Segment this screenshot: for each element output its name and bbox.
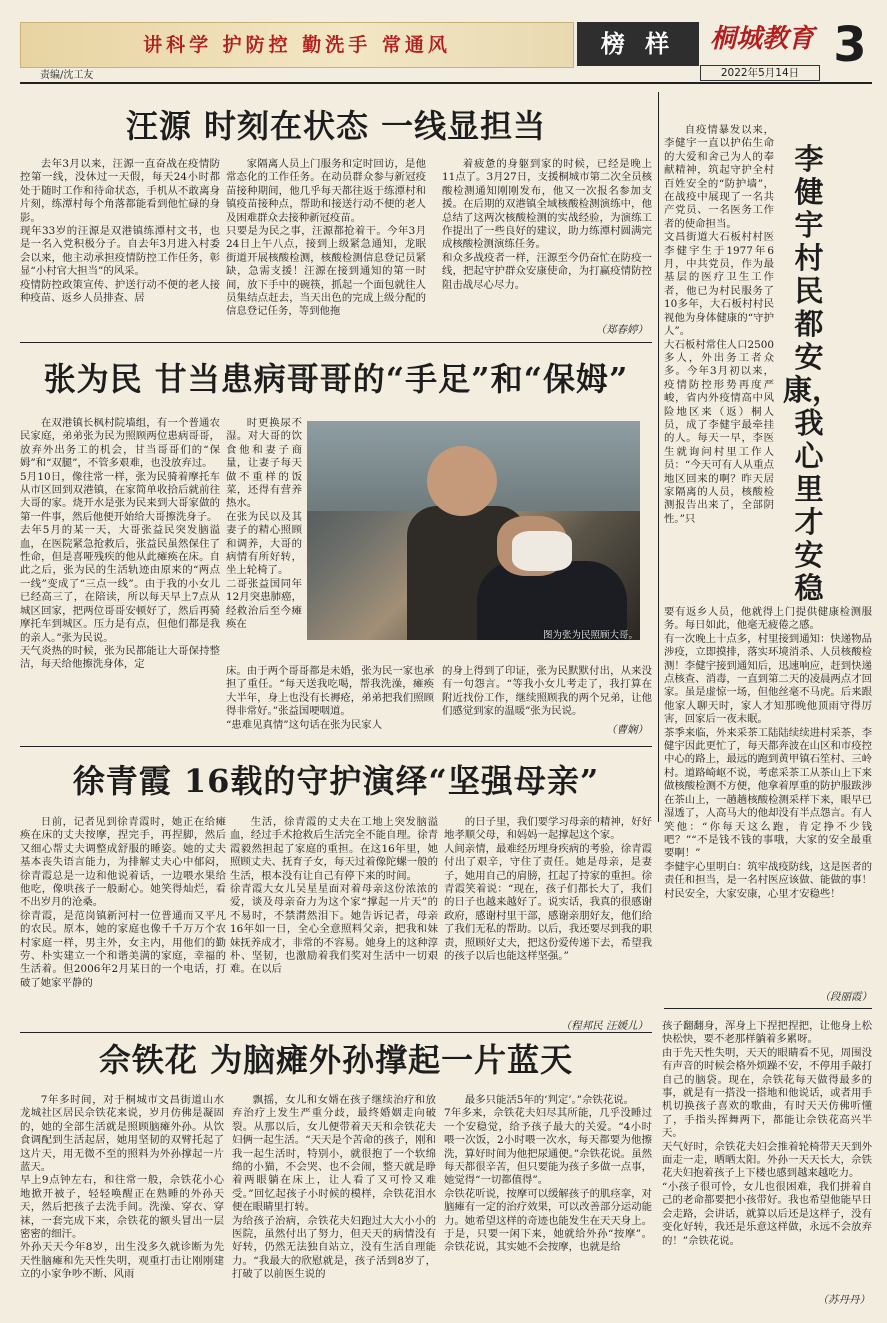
article-wang-yuan-col2: 家隔离人员上门服务和定时回访，是他常态化的工作任务。在动员群众参与新冠疫苗接种期间，他几乎每天都往返于练潭村和镇疫苗接种点，帮助和接送行动不便的老人及困难群众去接种新冠疫苗。 只要是为民之事，汪源都抢着干。今年3月24日上午八点，接到上级紧急通知，龙眠街道开展核酸检测，核酸检测信息登记员紧缺，急需支援！汪源在接到通知的第一时间，放下手中的碗筷，抓起一个面包就往人员集结点赶去，当天出色的完成上级分配的信息登记任务，等到他拖	[226, 158, 426, 318]
slogan-text: 讲科学 护防控 勤洗手 常通风	[143, 34, 451, 56]
slogan-banner	[20, 22, 574, 68]
article-divider	[20, 1032, 652, 1033]
article-she-tiehua-col2: 飘摇，女儿和女婿在孩子继续治疗和放弃治疗上发生严重分歧，最终婚姻走向破裂。从那以后，女儿便带着天天和佘铁花夫妇俩一起生活。“天天是个苦命的孩子，刚和我一起生活时，特别小，就很抱了一个软绵绵的小猫，不会哭、也不会闹，整天就是睁着两眼躺在床上，让人看了又可怜又难受。”回忆起孩子小时候的模样，佘铁花泪水便在眼睛里打转。 为给孩子治病，佘铁花夫妇跑过大大小小的医院，虽然付出了努力，但天天的病情没有好转，仍然无法独自站立，没有生活自理能力。“我最大的欣慰就是，孩子活到8岁了，打破了以前医生说的	[232, 1094, 436, 1281]
page-number: 3	[833, 17, 867, 73]
sidebar-bottom-rule	[664, 1008, 872, 1009]
byline-she-tiehua: （苏丹丹）	[817, 1294, 870, 1306]
article-xu-qingxia-col2: 生活，徐青霞的丈夫在工地上突发脑溢血，经过手术抢救后生活完全不能自理。徐青霞毅然担起了家庭的重担。在这16年里，她照顾丈夫、抚育子女，每天过着像陀螺一般的生活，根本没有让自己有停下来的时间。 徐青霞大女儿吴星星面对着母亲这份浓浓的爱，谈及母亲奋力为这个家“撑起一片天”的不易时，不禁潸然泪下。她告诉记者，母亲16年如一日，全心全意照料父亲，把我和妹妹抚养成才，非常的不容易。她身上的这种淳朴、坚韧，也激励着我们奖对生活中一切艰难。在以后	[230, 816, 438, 976]
article-zhang-weimin-col1: 在双港镇长枫村院墙组，有一个普通农民家庭，弟弟张为民为照顾两位患病哥哥，放弃外出务工的机会，甘当哥哥们的“保姆”和“双腿”，不管多艰难，也没放弃过。 5月10日，像往常一样，张为民骑着摩托车从市区回到双港镇，在家简单收拾后就前往大哥的家。烧开水是张为民来到大哥家做的第一件事，然后他便开始给大哥擦洗身子。 去年5月的某一天，大哥张益民突发脑溢血，在医院紧急抢救后，张益民虽然保住了性命，但是喜哑残疾的他从此瘫痪在床。自此之后，张为民的生活轨迹由原来的“两点一线”变成了“三点一线”。由于我的小女儿已经高三了，在陪读，所以每天早上7点从城区回家，把两位哥哥安顿好了，然后再骑摩托车到城区。压力是有点，但他们都是我的亲人。”张为民说。 天气炎热的时候，张为民都能让大哥保持整洁，每天给他擦洗身体，定	[20, 417, 220, 671]
photo-zhang-weimin	[307, 421, 640, 640]
byline-xu-qingxia: （程邦民 汪媛儿）	[560, 1020, 648, 1032]
article-zhang-weimin-col2b: 床。由于两个哥哥都是未婚，张为民一家也承担了重任。“每天送我吃喝，帮我洗澡，瘫痪大半年，身上也没有长褥疮，弟弟把我们照顾得非常好。”张益国哽咽道。 “患难见真情”这句话在张为民家人	[226, 665, 434, 731]
headline-xu-qingxia: 徐青霞 16载的守护演绎“坚强母亲”	[72, 762, 600, 800]
headline-li-jianyu: 李健宇 村民都安康，我心里才安稳	[783, 142, 842, 605]
byline-zhang-weimin: （曹娴）	[606, 724, 648, 736]
article-she-tiehua-col3: 最多只能活5年的‘判定’。”佘铁花说。 7年多来，佘铁花夫妇尽其所能，几乎没睡过一个安稳觉，给予孩子最大的关爱。“4小时喂一次饭，2小时喂一次水，每天都要为他擦洗，算好时间为他把尿通便。”佘铁花说。虽然每天都很辛苦，但只要能为孩子多做一点事，她觉得“一切都值得”。 佘铁花听说，按摩可以缓解孩子的肌痉挛，对脑瘫有一定的治疗效果，可以改善部分运动能力。她希望这样的奇迹也能发生在天天身上。于是，只要一闲下来，她就给外孙“按摩”。佘铁花说，其实她不会按摩，也就是给	[444, 1094, 652, 1254]
article-divider	[20, 342, 652, 343]
article-zhang-weimin-col3: 的身上得到了印证，张为民默默付出，从来没有一句怨言。“等我小女儿考走了，我打算在附近找份工作，继续照顾我的两个兄弟，让他们感觉到家的温暖”张为民说。	[442, 665, 652, 718]
newspaper-logo: 桐城教育	[709, 24, 814, 54]
section-label: 榜 样	[600, 29, 676, 58]
article-zhang-weimin-col2: 时更换尿不湿。对大哥的饮食他和妻子商量，让妻子每天做不重样的饭菜，还得有营养热水。 在张为民以及其妻子的精心照顾和调养，大哥的病情有所好转，坐上轮椅了。 二哥张益国同年12月突患肺癌，经救治后至今瘫痪在	[226, 417, 302, 631]
masthead-rule	[20, 82, 872, 84]
article-divider	[20, 746, 652, 747]
sidebar-divider	[658, 92, 659, 822]
byline-wang-yuan: （郑春婷）	[595, 324, 648, 336]
editor-credit: 责编/沈工友	[40, 70, 94, 81]
article-she-tiehua-col1: 7年多时间，对于桐城市文昌街道山水龙城社区居民佘铁花来说，岁月仿佛是凝固的，她的全部生活就是照顾脑瘫外孙。从饮食调配到生活起居，她用坚韧的双臂托起了这片天，用无微不至的照料为外孙撑起一片蓝天。 早上9点钟左右，和往常一般，佘铁花小心地掀开被子，轻轻唤醒正在熟睡的外孙天天，然后把孩子去洗手间。洗澡、穿衣、穿袜，一套完成下来，佘铁花的额头冒出一层密密的细汗。 外孙天天今年8岁，出生没多久就诊断为先天性脑瘫和先天性失明，观重打击让刚刚建立的小家争吵不断、风雨	[20, 1094, 224, 1281]
article-li-jianyu-bottom: 要有返乡人员，他就得上门提供健康检测服务。每日如此，他毫无疲倦之感。 有一次晚上十点多，村里接到通知：快递物品涉疫，立即摸排，落实环境消杀、人员核酸检测！李健宇接到通知后，迅速响应，赶到快递点核查、消毒，一直到第二天的凌晨两点才回家。虽是虚惊一场，但他丝毫不马虎。后来跟他家人聊天时，家人才知那晚他顶雨守得厉害，回家后一夜未眠。 茶季来临，外来采茶工陆陆续续进村采茶，李健宇因此更忙了，每天都奔波在山区和市疫控中心的路上，最远的跑到黄甲镇石笙村、三岭村。道路崎岖不说，考虑采茶工从茶山上下来做核酸检测不方便，他拿着厚重的防护服跋涉在茶山上，一趟趟核酸检测采样下来，眼早已湿透了，人高马大的他却没有半点怨言。有人笑他：“你每天这么跑，肯定挣不少钱吧？”“不是钱不钱的事哦，大家的安全最重要啊！” 李健宇心里明白：筑牢战疫防线，这是医者的责任和担当，是一名村医应该做、能做的事！村民安全，大家安康，心里才安稳些！	[664, 606, 872, 900]
headline-she-tiehua: 佘铁花 为脑瘫外孙撑起一片蓝天	[98, 1041, 574, 1079]
photo-caption: 图为张为民照顾大哥。	[542, 630, 638, 641]
article-she-tiehua-col4: 孩子翻翻身，浑身上下捏把捏把，让他身上松快松快，要不老那样躺着多累呀。 由于先天性失明，天天的眼睛看不见，周围没有声音的时候会格外烦躁不安，不停用手敲打自己的脑袋。现在，佘铁花每天做得最多的事，就是有一搭没一搭地和他说话，或者用手机切换孩子喜欢的歌曲，有时天天仿佛听懂了，手指头挥舞两下，都能让佘铁花高兴半天。 天气好时，佘铁花夫妇会推着轮椅带天天到外面走一走，晒晒太阳。外孙一天天长大，佘铁花夫妇抱着孩子上下楼也感到越来越吃力。 “小孩子很可怜，女儿也很困难，我们拼着自己的老命都要把小孩带好。我也希望他能早日会走路，会讲话，就算以后还是这样子，没有变化好转，我还是乐意这样做，永远不会放弃的！”佘铁花说。	[662, 1020, 872, 1247]
article-wang-yuan-col3: 着疲惫的身躯到家的时候，已经是晚上11点了。3月27日，支援桐城市第二次全员核酸检测通知刚刚发布，他又一次报名参加支援。在后期的双港镇全域核酸检测演练中，他总结了这两次核酸检测的实战经验，为演练工作提出了一些良好的建议，助力练潭村圆满完成核酸检测演练任务。 和众多战疫者一样，汪源至今仍奋忙在防疫一线，把起守护群众安康使命，为打赢疫情防控阻击战尽心尽力。	[442, 158, 652, 291]
byline-li-jianyu: （段丽霞）	[819, 991, 872, 1003]
headline-wang-yuan: 汪源 时刻在状态 一线显担当	[125, 107, 547, 145]
headline-zhang-weimin: 张为民 甘当患病哥哥的“手足”和“保姆”	[43, 360, 629, 398]
article-wang-yuan-col1: 去年3月以来，汪源一直奋战在疫情防控第一线，没休过一天假，每天24小时都处于随时工作和待命状态，手机从不敢离身片刻，练潭村每个角落都能看到他忙碌的身影。 现年33岁的汪源是双港镇练潭村文书，也是一名入党积极分子。自去年3月进入村委会以来，他主动承担疫情防控工作任务，彰显“小村官大担当”的风采。 疫情防控政策宣传、护送行动不便的老人接种疫苗、返乡人员排查、居	[20, 158, 220, 305]
issue-date: 2022年5月14日	[700, 65, 820, 81]
article-li-jianyu-top: 自疫情暴发以来，李健宇一直以护佑生命的大爱和舍己为人的奉献精神，筑起守护全村百姓安全的“防护墙”，在战疫中展现了一名共产党员、一名医务工作者的使命担当。 文昌街道大石板村村医李健宇生于1977年6月，中共党员，作为最基层的医疗卫生工作者，他已为村民服务了10多年，大石板村村民视他为身体健康的“守护人”。 大石板村常住人口2500多人，外出务工者众多。今年3月初以来，疫情防控形势再度严峻，省内外疫情高中风险地区来（返）桐人员，成了李健宇最牵挂的人。每天一早，李医生就询问村里工作人员：“今天可有人从重点地区回来的啊？昨天居家隔离的人员，核酸检测报告出来了，全部阴性。”只	[664, 124, 774, 525]
article-xu-qingxia-col3: 的日子里，我们要学习母亲的精神，好好地孝顺父母，和妈妈一起撑起这个家。 人间亲情，最难经历埋身疾病的考验，徐青霞付出了艰辛，守住了责任。她是母亲，是妻子，她用自己的肩膀，扛起了持家的重担。徐青霞笑着说：“现在，孩子们都长大了，我们的日子也越来越好了。说实话，我真的很感谢政府，感谢村里干部，感谢亲朋好友，他们给了我们无私的帮助。以后，我还要尽到我的职责，照顾好丈夫，把这份爱传递下去，希望我的孩子以后也能这样坚强。”	[444, 816, 652, 963]
article-xu-qingxia-col1: 日前，记者见到徐青霞时，她正在给瘫痪在床的丈夫按摩，捏完手，再捏脚，然后又细心帮丈夫调整成舒服的睡姿。她的丈夫基本丧失语言能力，为排解丈夫心中郁闷，徐青霞总是一边和他说着话，一边喂水果给他吃，像哄孩子一般耐心。她笑得灿烂，看不出岁月的沧桑。 徐青霞，是范岗镇新河村一位普通而又平凡的农民。原本，她的家庭也像千千万万个农村家庭一样，男主外，女主内，用他们的勤劳、朴实建立一个和谐美满的家庭，幸福的生活着。但2006年2月某日的一个电话，打破了她家平静的	[20, 816, 226, 989]
